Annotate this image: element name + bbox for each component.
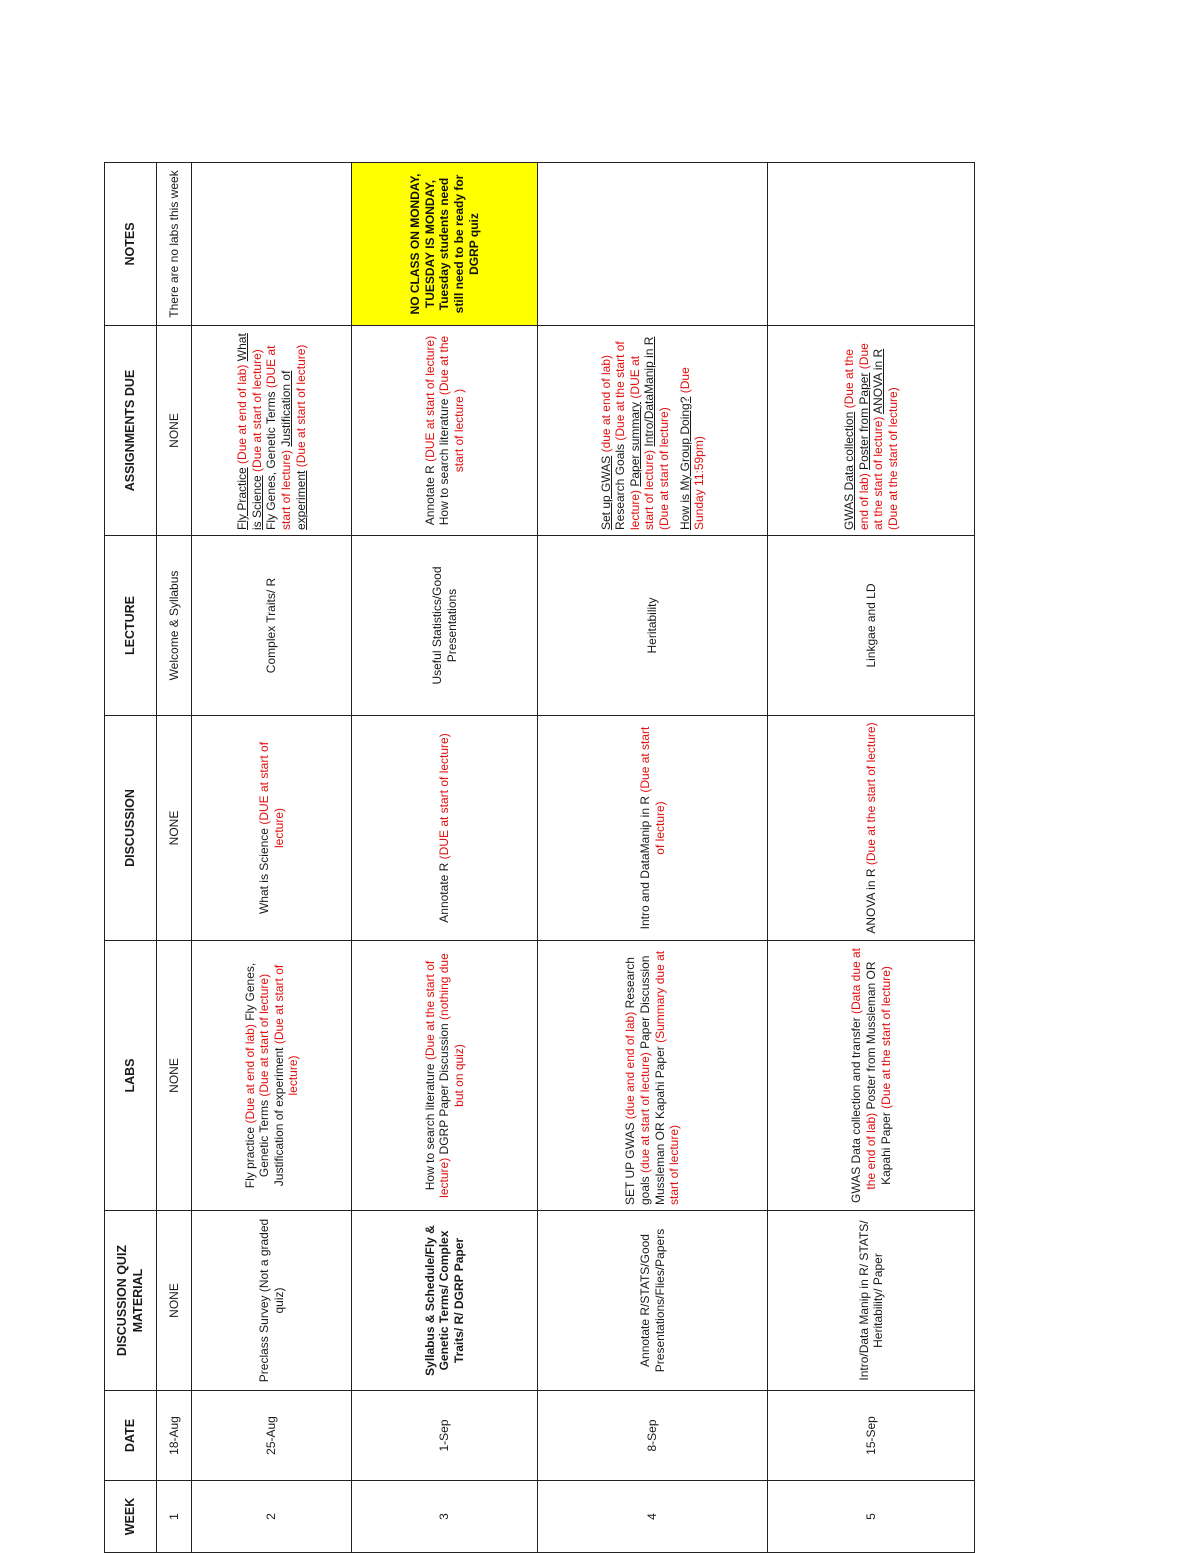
- lecture-cell: Welcome & Syllabus: [157, 536, 192, 716]
- header-date: DATE: [105, 1391, 157, 1481]
- header-quiz-material: DISCUSSION QUIZ MATERIAL: [105, 1211, 157, 1391]
- labs-cell: Fly practice (Due at end of lab) Fly Genes, Genetic Terms (Due at start of lecture) Justification of experiment (Due at start of lecture): [192, 941, 352, 1211]
- notes-cell: [768, 163, 975, 326]
- table-row: [537, 163, 768, 1553]
- table-row: [352, 163, 537, 1553]
- discussion-cell: ANOVA in R (Due at the start of lecture): [768, 716, 975, 941]
- notes-cell: [192, 163, 352, 326]
- week-cell: 5: [768, 1481, 975, 1553]
- table-row: [192, 163, 352, 1553]
- labs-cell: NONE: [157, 941, 192, 1211]
- lecture-cell: Linkgae and LD: [768, 536, 975, 716]
- quiz-cell: Syllabus & Schedule/Fly & Genetic Terms/ Complex Traits/ R/ DGRP Paper: [352, 1211, 537, 1391]
- header-notes: NOTES: [105, 163, 157, 326]
- discussion-cell: What is Science (DUE at start of lecture): [192, 716, 352, 941]
- quiz-cell: Annotate R/STATS/Good Presentations/Flies/Papers: [537, 1211, 768, 1391]
- lecture-cell: Complex Traits/ R: [192, 536, 352, 716]
- assignments-cell: Annotate R (DUE at start of lecture) How to search literature (Due at the start of lecture ): [352, 326, 537, 536]
- rotated-page: [104, 163, 975, 1553]
- week-cell: 1: [157, 1481, 192, 1553]
- header-week: WEEK: [105, 1481, 157, 1553]
- table-row: [768, 163, 975, 1553]
- header-assignments-due: ASSIGNMENTS DUE: [105, 326, 157, 536]
- notes-cell: NO CLASS ON MONDAY, TUESDAY IS MONDAY, Tuesday students need still need to be ready for DGRP quiz: [352, 163, 537, 326]
- week-cell: 2: [192, 1481, 352, 1553]
- date-cell: 15-Sep: [768, 1391, 975, 1481]
- week-cell: 3: [352, 1481, 537, 1553]
- assignments-cell: Fly Practice (Due at end of lab) What is Science (Due at start of lecture) Fly Genes, Genetic Terms (DUE at start of lecture) Justification of experiment (Due at start of lecture): [192, 326, 352, 536]
- labs-cell: SET UP GWAS (due and end of lab) Research goals (due at start of lecture) Paper Discussion Mussleman OR Kapahi Paper (Summary due at start of lecture): [537, 941, 768, 1211]
- lecture-cell: Heritability: [537, 536, 768, 716]
- quiz-cell: Intro/Data Manip in R/ STATS/ Heritability/ Paper: [768, 1211, 975, 1391]
- assignments-cell: GWAS Data collection (Due at the end of lab) Poster from Paper (Due at the start of lecture) ANOVA in R (Due at the start of lecture): [768, 326, 975, 536]
- header-lecture: LECTURE: [105, 536, 157, 716]
- header-discussion: DISCUSSION: [105, 716, 157, 941]
- quiz-cell: NONE: [157, 1211, 192, 1391]
- discussion-cell: NONE: [157, 716, 192, 941]
- labs-cell: GWAS Data collection and transfer (Data due at the end of lab) Poster from Mussleman OR Kapahi Paper (Due at the start of lecture): [768, 941, 975, 1211]
- date-cell: 18-Aug: [157, 1391, 192, 1481]
- notes-cell: [537, 163, 768, 326]
- date-cell: 8-Sep: [537, 1391, 768, 1481]
- discussion-cell: Intro and DataManip in R (Due at start of lecture): [537, 716, 768, 941]
- week-cell: 4: [537, 1481, 768, 1553]
- date-cell: 25-Aug: [192, 1391, 352, 1481]
- date-cell: 1-Sep: [352, 1391, 537, 1481]
- header-labs: LABS: [105, 941, 157, 1211]
- header-row: [105, 163, 157, 1553]
- assignments-cell: Set up GWAS (due at end of lab) Research Goals (Due at the start of lecture) Paper summary (DUE at start of lecture) Intro/DataManip in R (Due at start of lecture) How is My Group Doing? (Due Sunday 11:59pm): [537, 326, 768, 536]
- discussion-cell: Annotate R (DUE at start of lecture): [352, 716, 537, 941]
- schedule-table: [104, 162, 975, 1553]
- quiz-cell: Preclass Survey (Not a graded quiz): [192, 1211, 352, 1391]
- assignments-cell: NONE: [157, 326, 192, 536]
- lecture-cell: Useful Statistics/Good Presentations: [352, 536, 537, 716]
- table-row: [157, 163, 192, 1553]
- notes-cell: There are no labs this week: [157, 163, 192, 326]
- labs-cell: How to search literature (Due at the start of lecture) DGRP Paper Discussion (nothing due but on quiz): [352, 941, 537, 1211]
